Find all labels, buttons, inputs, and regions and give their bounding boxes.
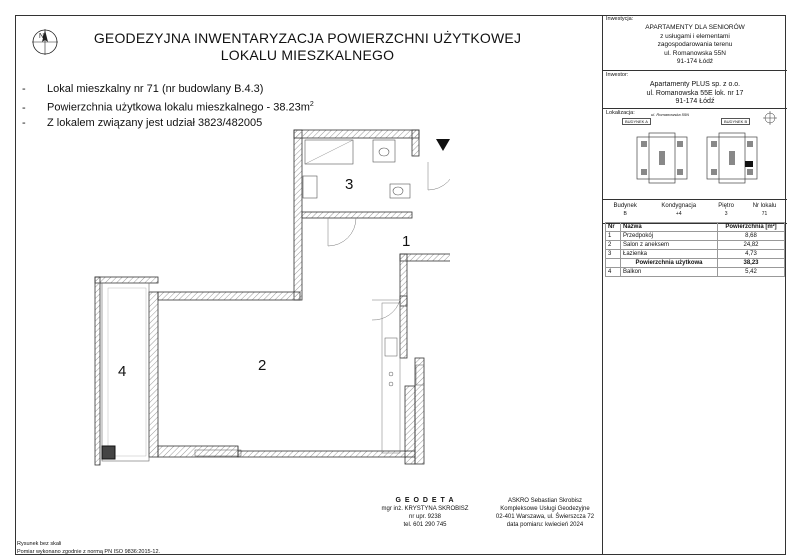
compass-icon: [30, 27, 60, 57]
room-label-1: 1: [402, 233, 411, 250]
compass-letter: N: [39, 33, 45, 40]
table-row: 2 Salon z aneksem 24,82: [606, 241, 785, 250]
investor-section: Inwestor: Apartamenty PLUS sp. z o.o. ul. Romanowska 55E lok. nr 17 91-174 Łódź: [603, 71, 787, 109]
footer-norm-note: Pomiar wykonano zgodnie z normą PN ISO 9836:2015-12.: [17, 549, 161, 555]
floor-plan: [90, 128, 450, 470]
table-total-row: Powierzchnia użytkowa 38,23: [606, 259, 785, 268]
room-label-3: 3: [345, 176, 354, 193]
entrance-arrow-icon: [436, 139, 450, 151]
document-title: [70, 30, 545, 64]
location-section: Lokalizacja: ul. Romanowska 55N BUDYNEK A BUDYNEK B: [603, 109, 787, 200]
summary-list: [22, 82, 314, 131]
rooms-table: Nr Nazwa Powierzchnia [m²] 1 Przedpokój 8,68 2 Salon z aneksem 24,82 3 Łazienka 4,73 Powierzchnia użytkowa 38,23 4 Balkon 5,42: [605, 222, 785, 277]
footer-scale-note: Rysunek bez skali: [17, 541, 62, 547]
investment-section: Inwestycja: APARTAMENTY DLA SENIORÓW z usługami i elementami zagospodarowania terenu ul. Romanowska 55N 91-174 Łódź: [603, 15, 787, 71]
summary-item: - Powierzchnia użytkowa lokalu mieszkalnego - $38.23m^2$: [22, 101, 314, 114]
summary-item: - Z lokalem związany jest udział 3823/482005: [22, 116, 263, 129]
room-label-4: 4: [118, 363, 127, 380]
title-line-2: LOKALU MIESZKALNEGO: [220, 47, 395, 63]
north-arrow-icon: [763, 111, 777, 125]
table-row: 1 Przedpokój 8,68: [606, 232, 785, 241]
title-line-1: GEODEZYJNA INWENTARYZACJA POWIERZCHNI UŻYTKOWEJ: [93, 30, 522, 46]
surveyor-block: G E O D E T A mgr inż. KRYSTYNA SKROBISZ nr upr. 9238 tel. 601 290 745: [381, 497, 469, 528]
room-label-2: 2: [258, 357, 267, 374]
site-plan-thumbnail: [633, 131, 763, 186]
company-block: ASKRO Sebastian Skrobisz Kompleksowe Usługi Geodezyjne 02-401 Warszawa, ul. Świerszcza 72 data pomiaru: kwiecień 2024: [495, 498, 595, 528]
table-row: 3 Łazienka 4,73: [606, 250, 785, 259]
table-row: 4 Balkon 5,42: [606, 268, 785, 277]
building-info-section: Budynek Kondygnacja Piętro Nr lokalu B +4 3 71: [603, 200, 787, 224]
title-block: [602, 15, 786, 555]
summary-item: - Lokal mieszkalny nr 71 (nr budowlany B.4.3): [22, 83, 264, 95]
